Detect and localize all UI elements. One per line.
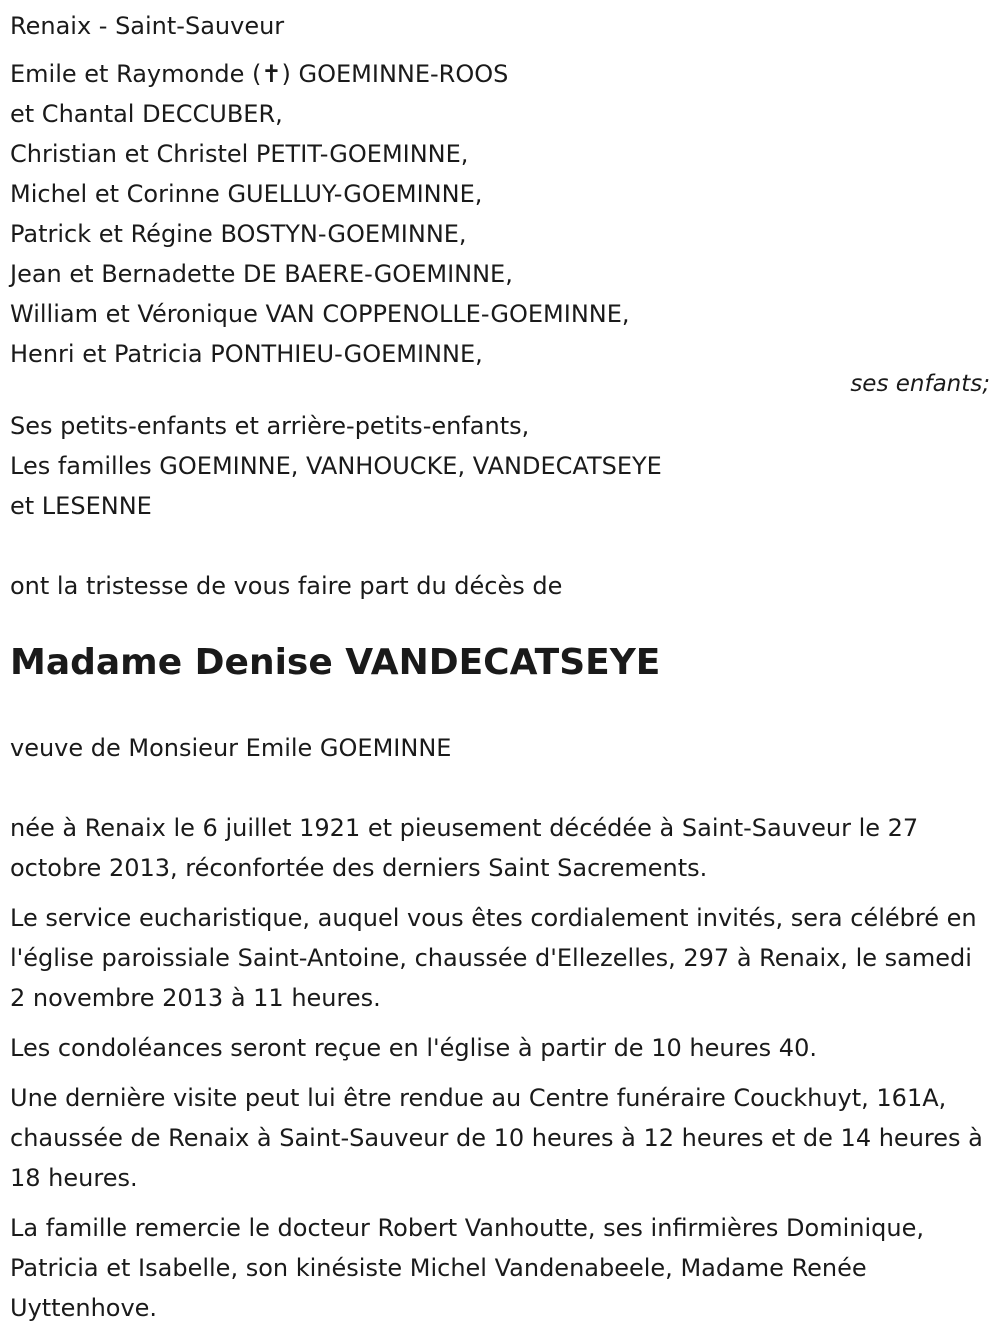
child-line: Henri et Patricia PONTHIEU-GOEMINNE, bbox=[10, 340, 483, 368]
location-header: Renaix - Saint-Sauveur bbox=[10, 12, 285, 40]
child-line: Emile et Raymonde (✝) GOEMINNE-ROOS bbox=[10, 60, 509, 88]
birth-death-paragraph: née à Renaix le 6 juillet 1921 et pieusement décédée à Saint-Sauveur le 27 octobre 2013, réconfortée des derniers Saint Sacrements. bbox=[10, 814, 919, 882]
visit-paragraph: Une dernière visite peut lui être rendue au Centre funéraire Couckhuyt, 161A, chaussée de Renaix à Saint-Sauveur de 10 heures à 12 heures et de 14 heures à 18 heures. bbox=[10, 1084, 983, 1192]
child-line: Jean et Bernadette DE BAERE-GOEMINNE, bbox=[10, 260, 513, 288]
thanks-paragraph: La famille remercie le docteur Robert Vanhoutte, ses infirmières Dominique, Patricia et Isabelle, son kinésiste Michel Vandenabeele, Madame Renée Uyttenhove. bbox=[10, 1214, 924, 1322]
announcement-intro: ont la tristesse de vous faire part du décès de bbox=[10, 572, 563, 600]
service-paragraph: Le service eucharistique, auquel vous êtes cordialement invités, sera célébré en l'église paroissiale Saint-Antoine, chaussée d'Ellezelles, 297 à Renaix, le samedi 2 novembre 2013 à 11 heures. bbox=[10, 904, 977, 1012]
family-line: Les familles GOEMINNE, VANHOUCKE, VANDECATSEYE bbox=[10, 452, 662, 480]
family-line: et LESENNE bbox=[10, 492, 152, 520]
children-label: ses enfants; bbox=[850, 371, 990, 397]
child-line: William et Véronique VAN COPPENOLLE-GOEMINNE, bbox=[10, 300, 630, 328]
child-line: Michel et Corinne GUELLUY-GOEMINNE, bbox=[10, 180, 483, 208]
child-line: Christian et Christel PETIT-GOEMINNE, bbox=[10, 140, 469, 168]
other-family-list bbox=[10, 406, 992, 526]
family-line: Ses petits-enfants et arrière-petits-enfants, bbox=[10, 412, 530, 440]
spacer bbox=[10, 526, 992, 566]
obituary-page bbox=[10, 0, 992, 1339]
spacer bbox=[10, 768, 992, 808]
child-line: et Chantal DECCUBER, bbox=[10, 100, 283, 128]
widow-of-line: veuve de Monsieur Emile GOEMINNE bbox=[10, 734, 452, 762]
child-line: Patrick et Régine BOSTYN-GOEMINNE, bbox=[10, 220, 467, 248]
deceased-name: Madame Denise VANDECATSEYE bbox=[10, 642, 661, 683]
spacer bbox=[10, 688, 992, 728]
children-list bbox=[10, 54, 992, 374]
spacer bbox=[10, 606, 992, 638]
condolences-paragraph: Les condoléances seront reçue en l'église à partir de 10 heures 40. bbox=[10, 1034, 817, 1062]
